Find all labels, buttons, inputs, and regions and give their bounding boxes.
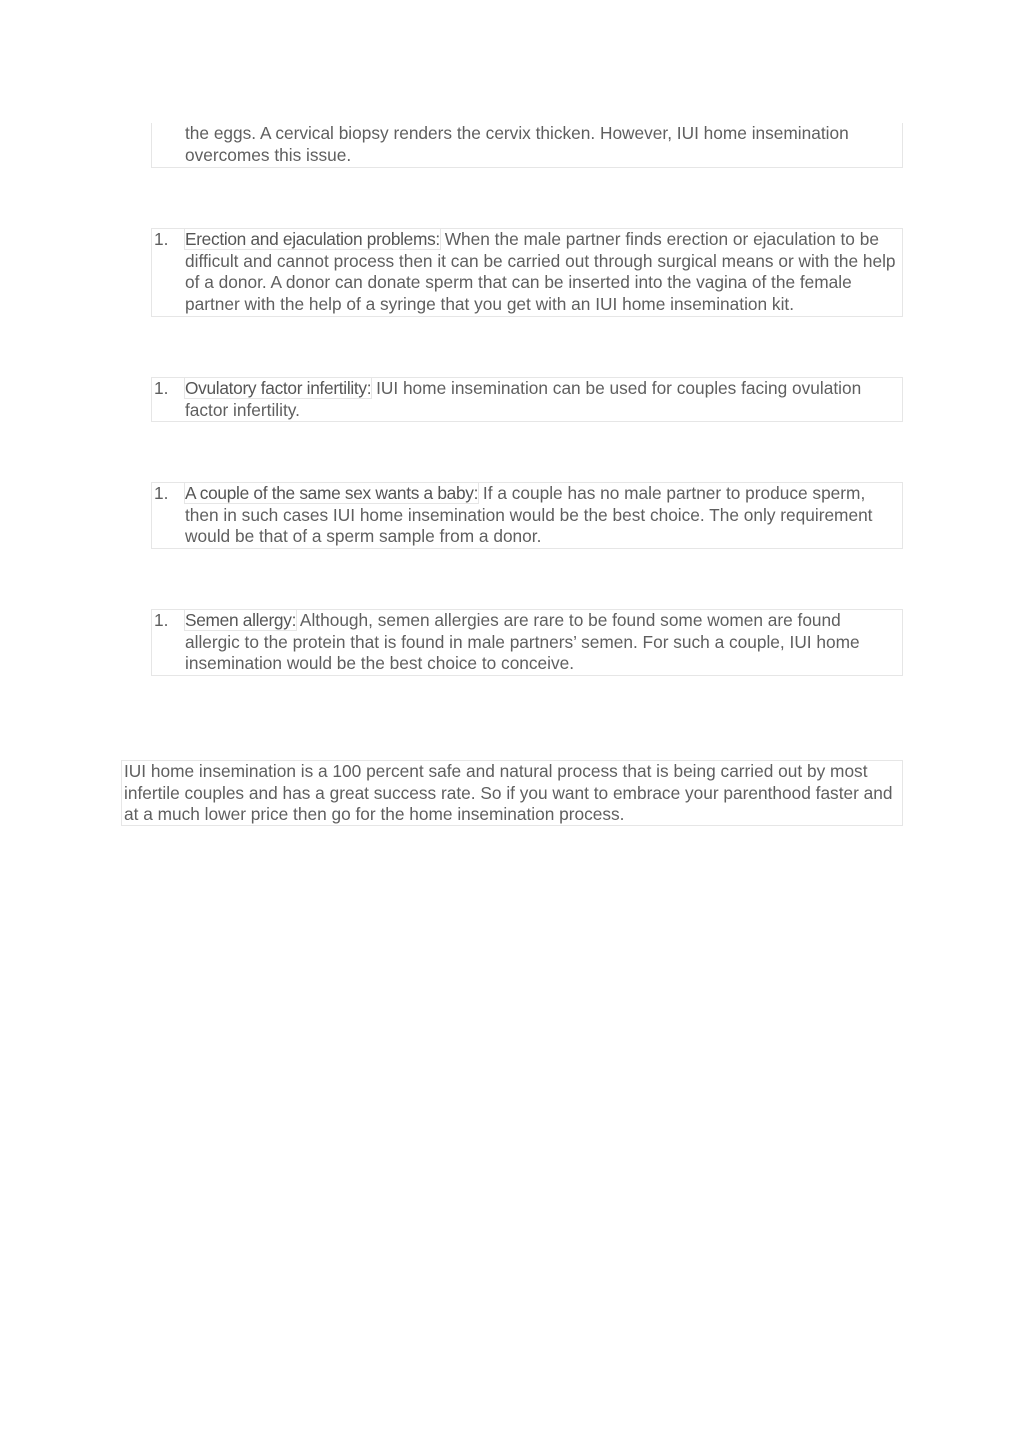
- continuation-text: the eggs. A cervical biopsy renders the cervix thicken. However, IUI home insemination overcomes this issue.: [185, 123, 849, 165]
- list-item-body: [185, 483, 900, 548]
- continuation-block: [151, 123, 903, 168]
- list-item-body: [185, 610, 900, 675]
- list-item-text: Although, semen allergies are rare to be found some women are found allergic to the protein that is found in male partners’ semen. For such a couple, IUI home insemination would be the best choice to conceive.: [185, 610, 860, 674]
- list-item-lead: Semen allergy:: [185, 610, 297, 630]
- list-item-lead: Erection and ejaculation problems:: [185, 229, 440, 249]
- list-item-body: [185, 229, 900, 316]
- conclusion-paragraph-block: [121, 760, 903, 826]
- list-item: [151, 609, 903, 676]
- list-number: 1.: [154, 229, 169, 249]
- list-number: 1.: [154, 378, 169, 398]
- list-item-lead: A couple of the same sex wants a baby:: [185, 483, 479, 503]
- list-item-text: IUI home insemination can be used for couples facing ovulation factor infertility.: [185, 378, 862, 420]
- conclusion-text: IUI home insemination is a 100 percent safe and natural process that is being carried out by most infertile couples and has a great success rate. So if you want to embrace your parenthood faster and at a much lower price then go for the home insemination process.: [124, 761, 893, 825]
- list-item-lead: Ovulatory factor infertility:: [185, 378, 372, 398]
- list-item: [151, 377, 903, 422]
- list-number: 1.: [154, 483, 169, 503]
- list-item-body: [185, 378, 900, 421]
- list-item-text: If a couple has no male partner to produce sperm, then in such cases IUI home insemination would be the best choice. The only requirement would be that of a sperm sample from a donor.: [185, 483, 873, 547]
- list-item: [151, 228, 903, 317]
- list-item-text: When the male partner finds erection or ejaculation to be difficult and cannot process then it can be carried out through surgical means or with the help of a donor. A donor can donate sperm that can be inserted into the vagina of the female partner with the help of a syringe that you get with an IUI home insemination kit.: [185, 229, 896, 315]
- list-number: 1.: [154, 610, 169, 630]
- list-item: [151, 482, 903, 549]
